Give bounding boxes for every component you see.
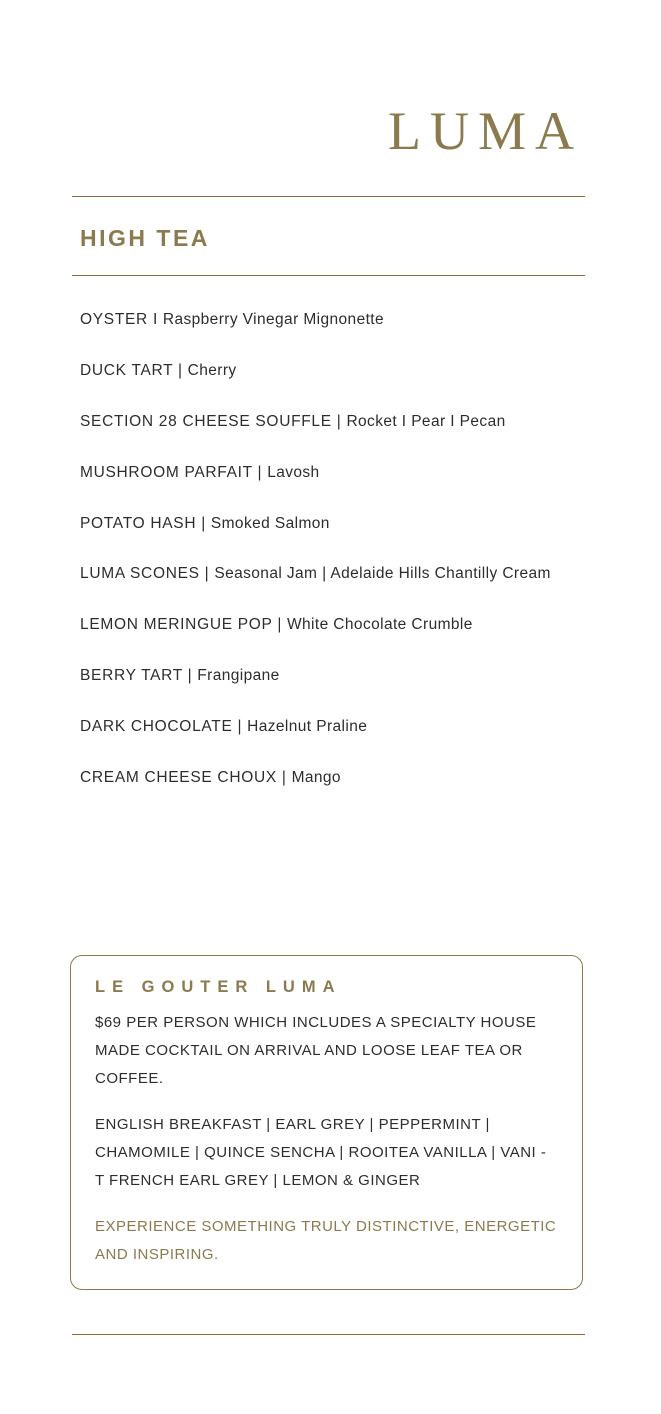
- list-item: [80, 459, 592, 487]
- menu-item-name: OYSTER I: [80, 311, 158, 328]
- list-item: [80, 662, 592, 690]
- divider-under-title: [72, 275, 585, 276]
- offer-box-price: $69 PER PERSON WHICH INCLUDES A SPECIALTY HOUSE MADE COCKTAIL ON ARRIVAL AND LOOSE LEAF TEA OR COFFEE.: [95, 1014, 537, 1088]
- list-item: [80, 306, 592, 334]
- menu-item-desc: Cherry: [187, 361, 237, 379]
- menu-item-desc: Lavosh: [267, 463, 320, 481]
- menu-item-name: BERRY TART |: [80, 667, 193, 685]
- list-item: [80, 510, 592, 538]
- menu-item-desc: Mango: [291, 769, 341, 787]
- menu-item-name: CREAM CHEESE CHOUX |: [80, 769, 287, 787]
- menu-item-name: LEMON MERINGUE POP |: [80, 616, 283, 634]
- list-item: [80, 611, 592, 639]
- menu-item-desc: Hazelnut Praline: [247, 718, 368, 736]
- list-item: [80, 713, 592, 741]
- brand-logo: [388, 101, 583, 161]
- menu-item-name: SECTION 28 CHEESE SOUFFLE |: [80, 412, 342, 430]
- divider-bottom: [72, 1334, 585, 1335]
- menu-item-desc: Smoked Salmon: [210, 514, 330, 532]
- list-item: [80, 357, 592, 385]
- menu-item-desc: Frangipane: [197, 667, 280, 685]
- menu-item-name: DUCK TART |: [80, 361, 183, 379]
- list-item: [80, 408, 592, 436]
- menu-item-desc: Seasonal Jam | Adelaide Hills Chantilly Cream: [214, 565, 551, 583]
- menu-item-name: POTATO HASH |: [80, 514, 206, 532]
- menu-item-desc: Rocket I Pear I Pecan: [346, 412, 506, 430]
- divider-top: [72, 196, 585, 197]
- menu-item-name: MUSHROOM PARFAIT |: [80, 463, 263, 481]
- offer-box-tea-list: ENGLISH BREAKFAST | EARL GREY | PEPPERMINT | CHAMOMILE | QUINCE SENCHA | ROOITEA VANILLA | VANI - T FRENCH EARL GREY | LEMON & GINGER: [95, 1116, 547, 1190]
- offer-box-title: LE GOUTER LUMA: [95, 978, 342, 996]
- page-title: HIGH TEA: [80, 225, 210, 251]
- menu-list: [80, 306, 592, 815]
- list-item: [80, 764, 592, 792]
- menu-item-name: LUMA SCONES |: [80, 565, 210, 583]
- offer-box-tagline: EXPERIENCE SOMETHING TRULY DISTINCTIVE, ENERGETIC AND INSPIRING.: [95, 1218, 557, 1264]
- offer-box: [70, 955, 583, 1290]
- list-item: [80, 560, 592, 588]
- menu-item-desc: Raspberry Vinegar Mignonette: [162, 311, 385, 328]
- menu-item-name: DARK CHOCOLATE |: [80, 718, 243, 736]
- brand-name: LUMA: [388, 101, 583, 161]
- menu-item-desc: White Chocolate Crumble: [286, 616, 473, 634]
